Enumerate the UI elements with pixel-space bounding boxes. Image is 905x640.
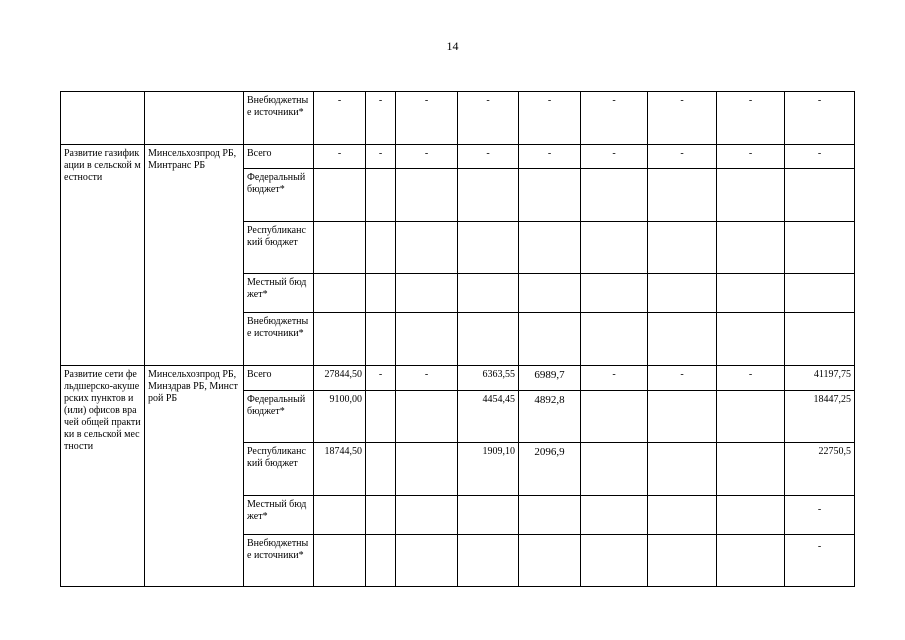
table-cell (314, 169, 366, 222)
table-cell (314, 535, 366, 587)
table-cell: - (366, 145, 396, 169)
table-cell (717, 313, 785, 366)
table-cell (396, 222, 458, 274)
table-cell (648, 313, 717, 366)
table-cell (314, 274, 366, 313)
table-cell (785, 313, 855, 366)
table-cell: 18447,25 (785, 391, 855, 443)
table-cell (717, 443, 785, 496)
table-cell: Развитие газификации в сельской местности (61, 145, 145, 366)
table-cell: - (717, 92, 785, 145)
table-cell: Минсельхозпрод РБ, Минздрав РБ, Минстрой РБ (145, 366, 244, 587)
table-cell (519, 535, 581, 587)
table-cell: Внебюджетные источники* (244, 313, 314, 366)
table-cell: Федеральный бюджет* (244, 391, 314, 443)
table-cell: Республиканский бюджет (244, 222, 314, 274)
table-cell (717, 535, 785, 587)
table-cell: 6989,7 (519, 366, 581, 391)
table-cell (581, 313, 648, 366)
table-cell: - (648, 92, 717, 145)
table-cell (396, 535, 458, 587)
table-cell (717, 496, 785, 535)
table-cell (366, 274, 396, 313)
table-cell: - (396, 145, 458, 169)
table-cell (581, 535, 648, 587)
table-cell: Республиканский бюджет (244, 443, 314, 496)
table-cell: 41197,75 (785, 366, 855, 391)
table-cell (785, 169, 855, 222)
table-cell: Внебюджетные источники* (244, 535, 314, 587)
table-cell: - (458, 92, 519, 145)
table-cell (366, 535, 396, 587)
table-row (61, 145, 855, 169)
table-cell: Минсельхозпрод РБ, Минтранс РБ (145, 145, 244, 366)
table-cell: - (648, 366, 717, 391)
table-cell (314, 496, 366, 535)
table-cell: - (581, 145, 648, 169)
table-cell (717, 391, 785, 443)
table-cell (648, 496, 717, 535)
table-cell: Федеральный бюджет* (244, 169, 314, 222)
table-cell (648, 443, 717, 496)
table-cell: Всего (244, 145, 314, 169)
table-cell (717, 169, 785, 222)
table-cell (314, 313, 366, 366)
table-cell: Всего (244, 366, 314, 391)
table-cell (396, 169, 458, 222)
table-cell (366, 443, 396, 496)
table-cell (648, 169, 717, 222)
table-cell (581, 443, 648, 496)
budget-table (60, 91, 855, 587)
table-cell (717, 274, 785, 313)
table-cell (458, 313, 519, 366)
table-cell (717, 222, 785, 274)
table-cell: - (785, 92, 855, 145)
table-cell: - (519, 92, 581, 145)
table-cell (366, 222, 396, 274)
table-cell: - (785, 145, 855, 169)
table-cell (366, 496, 396, 535)
table-cell: - (717, 366, 785, 391)
table-cell: 4454,45 (458, 391, 519, 443)
table-cell: - (648, 145, 717, 169)
table-cell: - (366, 366, 396, 391)
table-cell: 1909,10 (458, 443, 519, 496)
table-cell (519, 169, 581, 222)
table-cell: - (519, 145, 581, 169)
table-cell: - (396, 366, 458, 391)
table-cell: 6363,55 (458, 366, 519, 391)
table-cell (396, 391, 458, 443)
table-cell (581, 169, 648, 222)
table-cell (396, 443, 458, 496)
table-cell: - (581, 366, 648, 391)
table-cell (648, 222, 717, 274)
table-cell: Местный бюджет* (244, 496, 314, 535)
table-cell (581, 496, 648, 535)
table-cell (396, 313, 458, 366)
table-cell (519, 274, 581, 313)
table-cell (519, 222, 581, 274)
table-cell: Местный бюджет* (244, 274, 314, 313)
table-cell (458, 496, 519, 535)
table-cell: - (314, 145, 366, 169)
table-cell (458, 274, 519, 313)
table-cell (648, 391, 717, 443)
table-cell: - (314, 92, 366, 145)
table-cell: - (581, 92, 648, 145)
table-cell: Развитие сети фельдшерско-акушерских пунктов и (или) офисов врачей общей практики в сельской местности (61, 366, 145, 587)
table-cell (581, 222, 648, 274)
table-cell: - (366, 92, 396, 145)
table-cell: - (396, 92, 458, 145)
table-row (61, 366, 855, 391)
table-cell (458, 222, 519, 274)
table-cell (581, 274, 648, 313)
table-cell (366, 313, 396, 366)
table-cell (61, 92, 145, 145)
table-cell: - (785, 496, 855, 535)
table-cell (314, 222, 366, 274)
table-cell (519, 313, 581, 366)
table-cell (519, 496, 581, 535)
table-cell: - (785, 535, 855, 587)
table-cell: 27844,50 (314, 366, 366, 391)
table-cell (396, 274, 458, 313)
page-number: 14 (446, 39, 459, 53)
table-cell (785, 222, 855, 274)
table-cell (366, 391, 396, 443)
table-cell (458, 169, 519, 222)
table-cell (785, 274, 855, 313)
table-cell: - (458, 145, 519, 169)
table-cell: 4892,8 (519, 391, 581, 443)
table-row (61, 92, 855, 145)
table-cell: Внебюджетные источники* (244, 92, 314, 145)
table-cell (396, 496, 458, 535)
table-cell: 2096,9 (519, 443, 581, 496)
table-cell (648, 274, 717, 313)
table-cell: 9100,00 (314, 391, 366, 443)
table-cell (648, 535, 717, 587)
table-cell (145, 92, 244, 145)
table-cell: 22750,5 (785, 443, 855, 496)
table-cell: 18744,50 (314, 443, 366, 496)
table-cell (581, 391, 648, 443)
table-cell (366, 169, 396, 222)
table-cell (458, 535, 519, 587)
table-cell: - (717, 145, 785, 169)
